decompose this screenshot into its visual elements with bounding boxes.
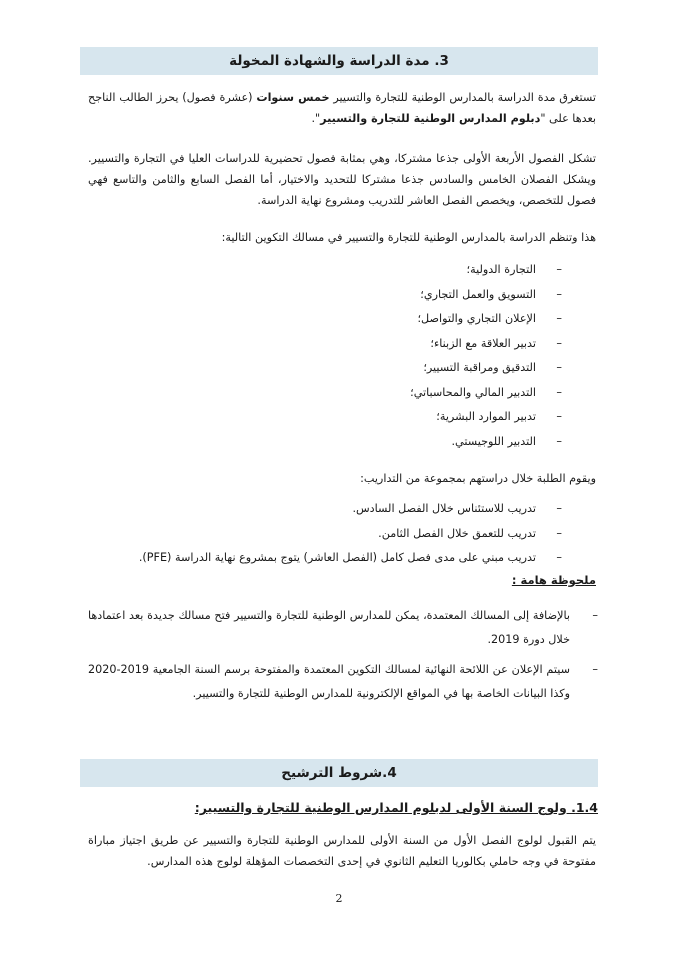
dash-bullet: – xyxy=(556,434,562,448)
section-3-paragraph-2: تشكل الفصول الأربعة الأولى جذعا مشتركا، وهي بمثابة فصول تحضيرية للدراسات العليا في التجارة والتسيير. ويشكل الفصلان الخامس والسادس جذعا مشتركا للتحديد والاختيار، أما الفصل السابع والثامن والتاسع فهي فصول للتخصص، ويخصص الفصل العاشر للتدريب ومشروع نهاية الدراسة. xyxy=(88,152,596,207)
list-item: –تدبير الموارد البشرية؛ xyxy=(410,405,562,430)
p1-bold-duration: خمس سنوات xyxy=(256,91,330,104)
list-item: –التجارة الدولية؛ xyxy=(410,258,562,283)
list-item: –التسويق والعمل التجاري؛ xyxy=(410,283,562,308)
dash-bullet: – xyxy=(592,663,598,676)
section-3-paragraph-1 xyxy=(88,87,596,129)
dash-bullet: – xyxy=(556,526,562,540)
section-3-title: 3. مدة الدراسة والشهادة المخولة xyxy=(80,47,598,75)
dash-bullet: – xyxy=(556,361,562,374)
p1-bold-diploma: دبلوم المدارس الوطنية للتجارة والتسيير xyxy=(320,112,541,125)
section-4-title: 4.شروط الترشيح xyxy=(80,759,598,787)
list-item: –تدريب للاستئناس خلال الفصل السادس. xyxy=(139,497,562,522)
dash-bullet: – xyxy=(556,287,562,301)
p1-text-a: تستغرق مدة الدراسة بالمدارس الوطنية للتجارة والتسيير xyxy=(329,91,596,104)
dash-bullet: – xyxy=(556,410,562,423)
p1-text-c: ". xyxy=(311,112,321,125)
internships-list xyxy=(139,497,562,571)
section-3-paragraph-4: ويقوم الطلبة خلال دراستهم بمجموعة من التداريب: xyxy=(360,472,596,485)
dash-bullet: – xyxy=(592,609,598,622)
list-item: –تدريب للتعمق خلال الفصل الثامن. xyxy=(139,522,562,547)
list-item: –التدبير اللوجيستي. xyxy=(410,430,562,455)
list-item: –التدقيق ومراقبة التسيير؛ xyxy=(410,356,562,381)
important-note-title: ملحوظة هامة : xyxy=(511,573,596,587)
list-item: – سيتم الإعلان عن اللائحة النهائية لمسالك التكوين المعتمدة والمفتوحة برسم السنة الجامعية 2019-2020 وكذا البيانات الخاصة بها في المواقع الإلكترونية للمدارس الوطنية للتجارة والتسيير. xyxy=(88,658,598,706)
section-4-paragraph-1: يتم القبول لولوج الفصل الأول من السنة الأولى للمدارس الوطنية للتجارة والتسيير عن طريق اجتياز مباراة مفتوحة في وجه حاملي بكالوريا التعليم الثانوي في إحدى التخصصات المؤهلة لولوج هذه المدارس. xyxy=(88,834,596,868)
dash-bullet: – xyxy=(556,551,562,564)
section-4-1-subtitle: 1.4. ولوج السنة الأولى لدبلوم المدارس الوطنية للتجارة والتسيير: xyxy=(194,800,598,815)
list-item: –تدبير العلاقة مع الزبناء؛ xyxy=(410,332,562,357)
dash-bullet: – xyxy=(556,312,562,325)
page-number: 2 xyxy=(335,892,343,905)
dash-bullet: – xyxy=(556,502,562,515)
list-item: –التدبير المالي والمحاسباتي؛ xyxy=(410,381,562,406)
section-3-paragraph-3: هذا وتنظم الدراسة بالمدارس الوطنية للتجارة والتسيير في مسالك التكوين التالية: xyxy=(221,231,596,244)
p1-text-b: (عشرة فصول) يحرز الطالب الناجح بعدها على " xyxy=(88,91,596,125)
dash-bullet: – xyxy=(556,385,562,399)
dash-bullet: – xyxy=(556,263,562,276)
list-item: –تدريب مبني على مدى فصل كامل (الفصل العاشر) يتوج بمشروع نهاية الدراسة (PFE). xyxy=(139,546,562,571)
dash-bullet: – xyxy=(556,336,562,350)
list-item: – بالإضافة إلى المسالك المعتمدة، يمكن للمدارس الوطنية للتجارة والتسيير فتح مسالك جديدة بعد اعتمادها خلال دورة 2019. xyxy=(88,604,598,652)
important-notes-list xyxy=(88,604,598,706)
tracks-list xyxy=(410,258,562,454)
list-item: –الإعلان التجاري والتواصل؛ xyxy=(410,307,562,332)
